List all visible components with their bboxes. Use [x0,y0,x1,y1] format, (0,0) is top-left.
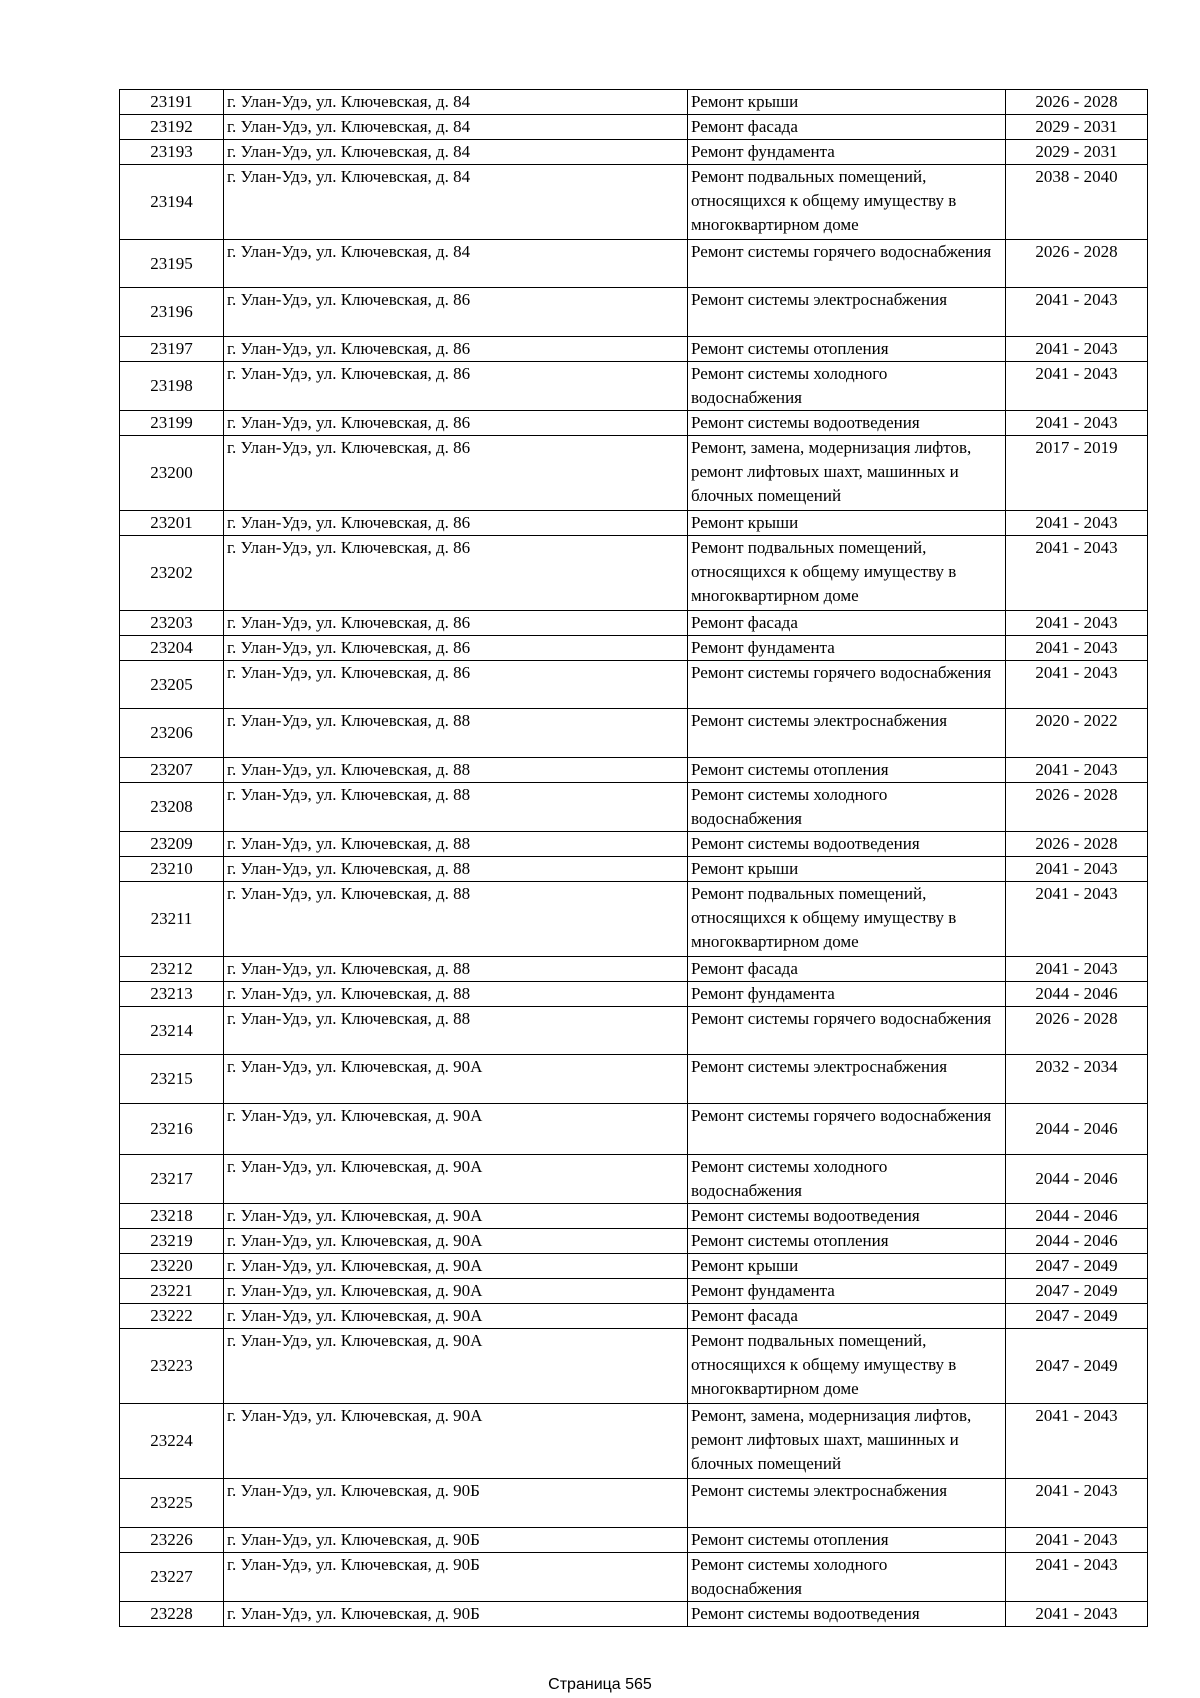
row-number-cell: 23216 [120,1104,224,1155]
period-cell: 2041 - 2043 [1006,536,1148,611]
row-number-cell: 23195 [120,240,224,288]
period-cell: 2047 - 2049 [1006,1254,1148,1279]
row-number-cell: 23197 [120,337,224,362]
address-cell: г. Улан-Удэ, ул. Ключевская, д. 90Б [224,1528,688,1553]
period-cell: 2041 - 2043 [1006,1404,1148,1479]
table-row [120,1055,1148,1104]
address-cell: г. Улан-Удэ, ул. Ключевская, д. 90А [224,1104,688,1155]
work-type-cell: Ремонт подвальных помещений, относящихся к общему имуществу в многоквартирном доме [688,1329,1006,1404]
address-cell: г. Улан-Удэ, ул. Ключевская, д. 86 [224,288,688,337]
address-cell: г. Улан-Удэ, ул. Ключевская, д. 84 [224,240,688,288]
address-cell: г. Улан-Удэ, ул. Ключевская, д. 90Б [224,1479,688,1528]
work-type-cell: Ремонт системы холодного водоснабжения [688,362,1006,411]
table-row [120,882,1148,957]
address-cell: г. Улан-Удэ, ул. Ключевская, д. 86 [224,536,688,611]
period-cell: 2032 - 2034 [1006,1055,1148,1104]
table-row [120,90,1148,115]
period-cell: 2026 - 2028 [1006,1007,1148,1055]
table-row [120,957,1148,982]
address-cell: г. Улан-Удэ, ул. Ключевская, д. 86 [224,636,688,661]
row-number-cell: 23225 [120,1479,224,1528]
row-number-cell: 23200 [120,436,224,511]
work-type-cell: Ремонт фундамента [688,140,1006,165]
address-cell: г. Улан-Удэ, ул. Ключевская, д. 86 [224,511,688,536]
period-cell: 2041 - 2043 [1006,511,1148,536]
table-row [120,783,1148,832]
period-cell: 2026 - 2028 [1006,240,1148,288]
address-cell: г. Улан-Удэ, ул. Ключевская, д. 84 [224,115,688,140]
table-row [120,1329,1148,1404]
period-cell: 2041 - 2043 [1006,1528,1148,1553]
work-type-cell: Ремонт системы отопления [688,337,1006,362]
work-type-cell: Ремонт фундамента [688,636,1006,661]
row-number-cell: 23215 [120,1055,224,1104]
address-cell: г. Улан-Удэ, ул. Ключевская, д. 90А [224,1055,688,1104]
work-type-cell: Ремонт фасада [688,1304,1006,1329]
address-cell: г. Улан-Удэ, ул. Ключевская, д. 88 [224,832,688,857]
work-type-cell: Ремонт, замена, модернизация лифтов, ремонт лифтовых шахт, машинных и блочных помещений [688,436,1006,511]
work-type-cell: Ремонт системы горячего водоснабжения [688,240,1006,288]
table-row [120,240,1148,288]
work-type-cell: Ремонт системы горячего водоснабжения [688,1104,1006,1155]
row-number-cell: 23199 [120,411,224,436]
period-cell: 2041 - 2043 [1006,1479,1148,1528]
row-number-cell: 23209 [120,832,224,857]
work-type-cell: Ремонт системы холодного водоснабжения [688,783,1006,832]
address-cell: г. Улан-Удэ, ул. Ключевская, д. 90Б [224,1553,688,1602]
work-type-cell: Ремонт системы холодного водоснабжения [688,1155,1006,1204]
row-number-cell: 23222 [120,1304,224,1329]
address-cell: г. Улан-Удэ, ул. Ключевская, д. 86 [224,411,688,436]
period-cell: 2041 - 2043 [1006,337,1148,362]
row-number-cell: 23210 [120,857,224,882]
table-row [120,1602,1148,1627]
table-row [120,1304,1148,1329]
row-number-cell: 23193 [120,140,224,165]
address-cell: г. Улан-Удэ, ул. Ключевская, д. 86 [224,436,688,511]
table-row [120,661,1148,709]
work-type-cell: Ремонт системы электроснабжения [688,709,1006,758]
period-cell: 2041 - 2043 [1006,1602,1148,1627]
period-cell: 2047 - 2049 [1006,1329,1148,1404]
period-cell: 2044 - 2046 [1006,1229,1148,1254]
address-cell: г. Улан-Удэ, ул. Ключевская, д. 88 [224,1007,688,1055]
address-cell: г. Улан-Удэ, ул. Ключевская, д. 88 [224,882,688,957]
row-number-cell: 23219 [120,1229,224,1254]
work-type-cell: Ремонт системы электроснабжения [688,1055,1006,1104]
table-row [120,536,1148,611]
row-number-cell: 23213 [120,982,224,1007]
table-row [120,337,1148,362]
address-cell: г. Улан-Удэ, ул. Ключевская, д. 90А [224,1329,688,1404]
period-cell: 2041 - 2043 [1006,611,1148,636]
row-number-cell: 23214 [120,1007,224,1055]
table-row [120,411,1148,436]
row-number-cell: 23191 [120,90,224,115]
table-row [120,511,1148,536]
address-cell: г. Улан-Удэ, ул. Ключевская, д. 86 [224,362,688,411]
work-type-cell: Ремонт системы электроснабжения [688,1479,1006,1528]
repair-schedule-table [119,89,1148,1627]
work-type-cell: Ремонт системы электроснабжения [688,288,1006,337]
period-cell: 2041 - 2043 [1006,857,1148,882]
work-type-cell: Ремонт системы водоотведения [688,1602,1006,1627]
period-cell: 2041 - 2043 [1006,636,1148,661]
row-number-cell: 23218 [120,1204,224,1229]
period-cell: 2029 - 2031 [1006,115,1148,140]
table-row [120,1204,1148,1229]
table-row [120,857,1148,882]
table-row [120,636,1148,661]
row-number-cell: 23202 [120,536,224,611]
address-cell: г. Улан-Удэ, ул. Ключевская, д. 90А [224,1155,688,1204]
address-cell: г. Улан-Удэ, ул. Ключевская, д. 86 [224,611,688,636]
work-type-cell: Ремонт системы отопления [688,1528,1006,1553]
work-type-cell: Ремонт фасада [688,957,1006,982]
work-type-cell: Ремонт, замена, модернизация лифтов, ремонт лифтовых шахт, машинных и блочных помещений [688,1404,1006,1479]
table-row [120,1528,1148,1553]
row-number-cell: 23203 [120,611,224,636]
work-type-cell: Ремонт крыши [688,511,1006,536]
work-type-cell: Ремонт системы отопления [688,1229,1006,1254]
row-number-cell: 23228 [120,1602,224,1627]
table-row [120,1104,1148,1155]
work-type-cell: Ремонт фундамента [688,1279,1006,1304]
row-number-cell: 23196 [120,288,224,337]
period-cell: 2041 - 2043 [1006,1553,1148,1602]
address-cell: г. Улан-Удэ, ул. Ключевская, д. 90Б [224,1602,688,1627]
table-row [120,1229,1148,1254]
period-cell: 2041 - 2043 [1006,661,1148,709]
work-type-cell: Ремонт системы отопления [688,758,1006,783]
row-number-cell: 23226 [120,1528,224,1553]
table-row [120,115,1148,140]
work-type-cell: Ремонт системы холодного водоснабжения [688,1553,1006,1602]
work-type-cell: Ремонт системы горячего водоснабжения [688,661,1006,709]
work-type-cell: Ремонт системы горячего водоснабжения [688,1007,1006,1055]
period-cell: 2020 - 2022 [1006,709,1148,758]
table-row [120,1479,1148,1528]
row-number-cell: 23198 [120,362,224,411]
address-cell: г. Улан-Удэ, ул. Ключевская, д. 84 [224,90,688,115]
work-type-cell: Ремонт крыши [688,90,1006,115]
address-cell: г. Улан-Удэ, ул. Ключевская, д. 88 [224,783,688,832]
table-row [120,1279,1148,1304]
period-cell: 2041 - 2043 [1006,957,1148,982]
table-row [120,611,1148,636]
table-row [120,1007,1148,1055]
row-number-cell: 23205 [120,661,224,709]
address-cell: г. Улан-Удэ, ул. Ключевская, д. 84 [224,140,688,165]
row-number-cell: 23224 [120,1404,224,1479]
row-number-cell: 23192 [120,115,224,140]
address-cell: г. Улан-Удэ, ул. Ключевская, д. 88 [224,709,688,758]
period-cell: 2044 - 2046 [1006,1155,1148,1204]
table-row [120,288,1148,337]
work-type-cell: Ремонт подвальных помещений, относящихся к общему имуществу в многоквартирном доме [688,882,1006,957]
table-row [120,1404,1148,1479]
period-cell: 2044 - 2046 [1006,1104,1148,1155]
table-row [120,758,1148,783]
address-cell: г. Улан-Удэ, ул. Ключевская, д. 90А [224,1279,688,1304]
row-number-cell: 23194 [120,165,224,240]
work-type-cell: Ремонт системы водоотведения [688,411,1006,436]
row-number-cell: 23220 [120,1254,224,1279]
address-cell: г. Улан-Удэ, ул. Ключевская, д. 90А [224,1229,688,1254]
table-row [120,1155,1148,1204]
period-cell: 2026 - 2028 [1006,832,1148,857]
work-type-cell: Ремонт фасада [688,611,1006,636]
address-cell: г. Улан-Удэ, ул. Ключевская, д. 88 [224,758,688,783]
work-type-cell: Ремонт подвальных помещений, относящихся к общему имуществу в многоквартирном доме [688,165,1006,240]
period-cell: 2047 - 2049 [1006,1304,1148,1329]
table-row [120,1254,1148,1279]
page-number: Страница 565 [548,1676,652,1693]
table-row [120,832,1148,857]
address-cell: г. Улан-Удэ, ул. Ключевская, д. 90А [224,1254,688,1279]
row-number-cell: 23207 [120,758,224,783]
period-cell: 2044 - 2046 [1006,982,1148,1007]
address-cell: г. Улан-Удэ, ул. Ключевская, д. 88 [224,982,688,1007]
table-row [120,362,1148,411]
row-number-cell: 23211 [120,882,224,957]
row-number-cell: 23206 [120,709,224,758]
address-cell: г. Улан-Удэ, ул. Ключевская, д. 84 [224,165,688,240]
work-type-cell: Ремонт системы водоотведения [688,1204,1006,1229]
period-cell: 2041 - 2043 [1006,411,1148,436]
row-number-cell: 23227 [120,1553,224,1602]
work-type-cell: Ремонт системы водоотведения [688,832,1006,857]
table-row [120,709,1148,758]
period-cell: 2026 - 2028 [1006,783,1148,832]
table-row [120,140,1148,165]
work-type-cell: Ремонт крыши [688,1254,1006,1279]
row-number-cell: 23201 [120,511,224,536]
table-row [120,436,1148,511]
address-cell: г. Улан-Удэ, ул. Ключевская, д. 86 [224,337,688,362]
row-number-cell: 23223 [120,1329,224,1404]
row-number-cell: 23221 [120,1279,224,1304]
table-row [120,165,1148,240]
period-cell: 2026 - 2028 [1006,90,1148,115]
row-number-cell: 23208 [120,783,224,832]
table-row [120,982,1148,1007]
period-cell: 2017 - 2019 [1006,436,1148,511]
address-cell: г. Улан-Удэ, ул. Ключевская, д. 88 [224,957,688,982]
period-cell: 2041 - 2043 [1006,362,1148,411]
row-number-cell: 23212 [120,957,224,982]
period-cell: 2041 - 2043 [1006,758,1148,783]
address-cell: г. Улан-Удэ, ул. Ключевская, д. 90А [224,1304,688,1329]
row-number-cell: 23204 [120,636,224,661]
period-cell: 2038 - 2040 [1006,165,1148,240]
period-cell: 2044 - 2046 [1006,1204,1148,1229]
address-cell: г. Улан-Удэ, ул. Ключевская, д. 86 [224,661,688,709]
row-number-cell: 23217 [120,1155,224,1204]
period-cell: 2047 - 2049 [1006,1279,1148,1304]
work-type-cell: Ремонт крыши [688,857,1006,882]
work-type-cell: Ремонт фундамента [688,982,1006,1007]
address-cell: г. Улан-Удэ, ул. Ключевская, д. 90А [224,1404,688,1479]
address-cell: г. Улан-Удэ, ул. Ключевская, д. 88 [224,857,688,882]
work-type-cell: Ремонт фасада [688,115,1006,140]
period-cell: 2041 - 2043 [1006,288,1148,337]
period-cell: 2029 - 2031 [1006,140,1148,165]
work-type-cell: Ремонт подвальных помещений, относящихся к общему имуществу в многоквартирном доме [688,536,1006,611]
table-row [120,1553,1148,1602]
period-cell: 2041 - 2043 [1006,882,1148,957]
table-body [120,90,1148,1627]
address-cell: г. Улан-Удэ, ул. Ключевская, д. 90А [224,1204,688,1229]
